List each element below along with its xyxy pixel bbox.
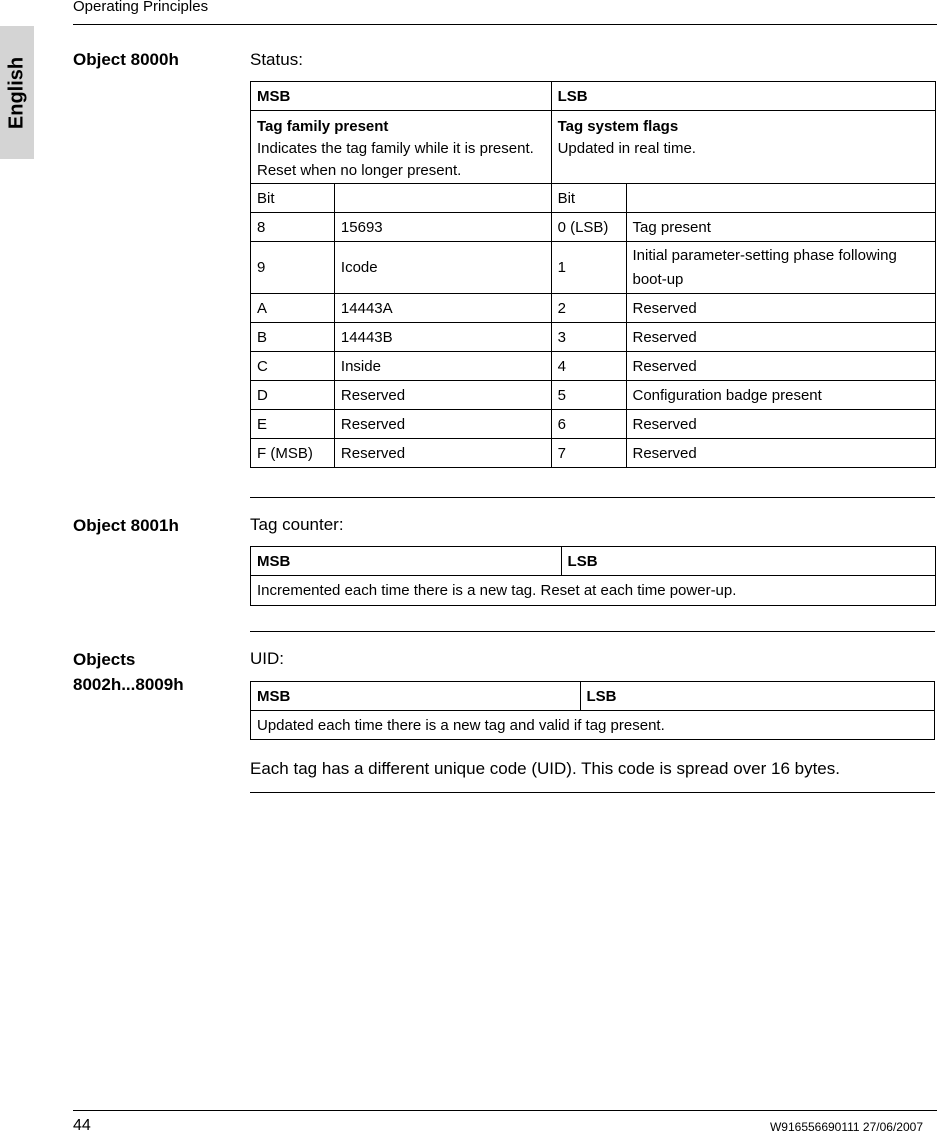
lsb-description-cell xyxy=(551,111,935,184)
status-table xyxy=(250,81,936,468)
table-row xyxy=(251,323,936,352)
msb-description: Indicates the tag family while it is present. Reset when no longer present. xyxy=(257,140,534,179)
section-divider xyxy=(250,792,935,793)
object-8000h-label: Object 8000h xyxy=(73,50,179,69)
lsb-header: LSB xyxy=(580,682,934,711)
value-cell: Reserved xyxy=(334,439,551,468)
section-divider xyxy=(250,631,935,632)
msb-description-cell xyxy=(251,111,552,184)
value-cell: Reserved xyxy=(626,410,936,439)
table-row xyxy=(251,294,936,323)
lsb-header: LSB xyxy=(551,82,935,111)
uid-note: Each tag has a different unique code (UID). This code is spread over 16 bytes. xyxy=(250,759,840,778)
lsb-header: LSB xyxy=(561,547,935,576)
value-cell: 15693 xyxy=(334,213,551,242)
value-cell: Reserved xyxy=(334,381,551,410)
tag-counter-title: Tag counter: xyxy=(250,515,344,534)
lsb-description: Updated in real time. xyxy=(557,140,696,157)
msb-title: Tag family present xyxy=(257,118,389,135)
bit-cell: E xyxy=(251,410,335,439)
value-cell: Reserved xyxy=(334,410,551,439)
table-row xyxy=(251,381,936,410)
bit-cell: 9 xyxy=(251,242,335,294)
value-cell: Initial parameter-setting phase following boot-up xyxy=(626,242,936,294)
bit-header-left: Bit xyxy=(251,184,335,213)
table-row xyxy=(251,410,936,439)
msb-header: MSB xyxy=(251,82,552,111)
footer-rule xyxy=(73,1110,937,1111)
running-header: Operating Principles xyxy=(73,0,209,15)
bit-cell: 2 xyxy=(551,294,626,323)
lsb-title: Tag system flags xyxy=(557,118,679,135)
msb-header: MSB xyxy=(251,547,562,576)
value-cell: Icode xyxy=(334,242,551,294)
value-cell: Configuration badge present xyxy=(626,381,936,410)
table-row xyxy=(251,439,936,468)
blank-header-cell xyxy=(334,184,551,213)
bit-cell: 8 xyxy=(251,213,335,242)
status-title: Status: xyxy=(250,50,303,69)
bit-cell: 5 xyxy=(551,381,626,410)
object-8001h-label: Object 8001h xyxy=(73,516,179,535)
bit-cell: C xyxy=(251,352,335,381)
objects-label-line1: Objects xyxy=(73,650,136,669)
blank-header-cell xyxy=(626,184,936,213)
language-tab-label: English xyxy=(5,56,28,129)
value-cell: 14443A xyxy=(334,294,551,323)
value-cell: Inside xyxy=(334,352,551,381)
value-cell: Tag present xyxy=(626,213,936,242)
tag-counter-description: Incremented each time there is a new tag. Reset at each time power-up. xyxy=(251,576,936,606)
table-row xyxy=(251,352,936,381)
bit-cell: 1 xyxy=(551,242,626,294)
value-cell: Reserved xyxy=(626,294,936,323)
header-rule xyxy=(73,24,937,25)
bit-cell: 7 xyxy=(551,439,626,468)
table-row xyxy=(251,213,936,242)
bit-cell: 0 (LSB) xyxy=(551,213,626,242)
uid-title: UID: xyxy=(250,649,284,668)
bit-header-right: Bit xyxy=(551,184,626,213)
bit-cell: 3 xyxy=(551,323,626,352)
document-reference: W916556690111 27/06/2007 xyxy=(769,1120,923,1134)
value-cell: Reserved xyxy=(626,439,936,468)
value-cell: Reserved xyxy=(626,352,936,381)
language-tab xyxy=(0,26,34,159)
bit-cell: 6 xyxy=(551,410,626,439)
uid-table xyxy=(250,681,935,740)
value-cell: 14443B xyxy=(334,323,551,352)
bit-cell: F (MSB) xyxy=(251,439,335,468)
bit-cell: B xyxy=(251,323,335,352)
section-divider xyxy=(250,497,935,498)
table-row xyxy=(251,242,936,294)
page-number: 44 xyxy=(73,1117,91,1134)
bit-cell: D xyxy=(251,381,335,410)
bit-cell: A xyxy=(251,294,335,323)
value-cell: Reserved xyxy=(626,323,936,352)
msb-header: MSB xyxy=(251,682,581,711)
objects-label-line2: 8002h...8009h xyxy=(73,675,184,694)
uid-description: Updated each time there is a new tag and valid if tag present. xyxy=(251,711,935,740)
objects-8002h-8009h-label xyxy=(73,647,184,697)
tag-counter-table xyxy=(250,546,936,606)
bit-cell: 4 xyxy=(551,352,626,381)
